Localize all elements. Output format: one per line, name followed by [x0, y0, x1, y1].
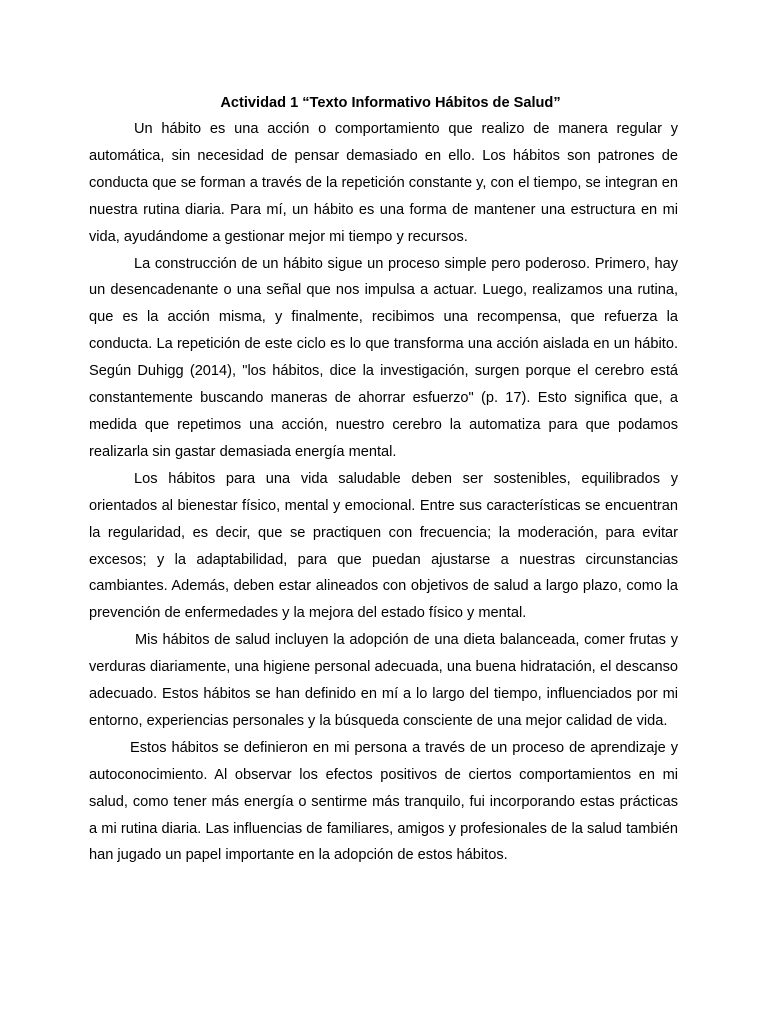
- document-page: [89, 91, 678, 869]
- paragraph-1: Un hábito es una acción o comportamiento que realizo de manera regular y automática, sin necesidad de pensar demasiado en ello. Los hábitos son patrones de conducta que se forman a través de la repetición constante y, con el tiempo, se integran en nuestra rutina diaria. Para mí, un hábito es una forma de mantener una estructura en mi vida, ayudándome a gestionar mejor mi tiempo y recursos.: [89, 121, 678, 245]
- paragraph-4: Mis hábitos de salud incluyen la adopción de una dieta balanceada, comer frutas y verduras diariamente, una higiene personal adecuada, una buena hidratación, el descanso adecuado. Estos hábitos se han definido en mí a lo largo del tiempo, influenciados por mi entorno, experiencias personales y la búsqueda consciente de una mejor calidad de vida.: [89, 632, 678, 729]
- paragraph-2: La construcción de un hábito sigue un proceso simple pero poderoso. Primero, hay un desencadenante o una señal que nos impulsa a actuar. Luego, realizamos una rutina, que es la acción misma, y finalmente, recibimos una recompensa, que refuerza la conducta. La repetición de este ciclo es lo que transforma una acción aislada en un hábito. Según Duhigg (2014), "los hábitos, dice la investigación, surgen porque el cerebro está constantemente buscando maneras de ahorrar esfuerzo" (p. 17). Esto significa que, a medida que repetimos una acción, nuestro cerebro la automatiza para que podamos realizarla sin gastar demasiada energía mental.: [89, 255, 678, 460]
- paragraph-3: Los hábitos para una vida saludable deben ser sostenibles, equilibrados y orientados al bienestar físico, mental y emocional. Entre sus características se encuentran la regularidad, es decir, que se practiquen con frecuencia; la moderación, para evitar excesos; y la adaptabilidad, para que puedan ajustarse a nuestras circunstancias cambiantes. Además, deben estar alineados con objetivos de salud a largo plazo, como la prevención de enfermedades y la mejora del estado físico y mental.: [89, 470, 678, 622]
- paragraph-5: Estos hábitos se definieron en mi persona a través de un proceso de aprendizaje y autoconocimiento. Al observar los efectos positivos de ciertos comportamientos en mi salud, como tener más energía o sentirme más tranquilo, fui incorporando estas prácticas a mi rutina diaria. Las influencias de familiares, amigos y profesionales de la salud también han jugado un papel importante en la adopción de estos hábitos.: [89, 739, 678, 864]
- document-title: Actividad 1 “Texto Informativo Hábitos de Salud”: [220, 95, 561, 111]
